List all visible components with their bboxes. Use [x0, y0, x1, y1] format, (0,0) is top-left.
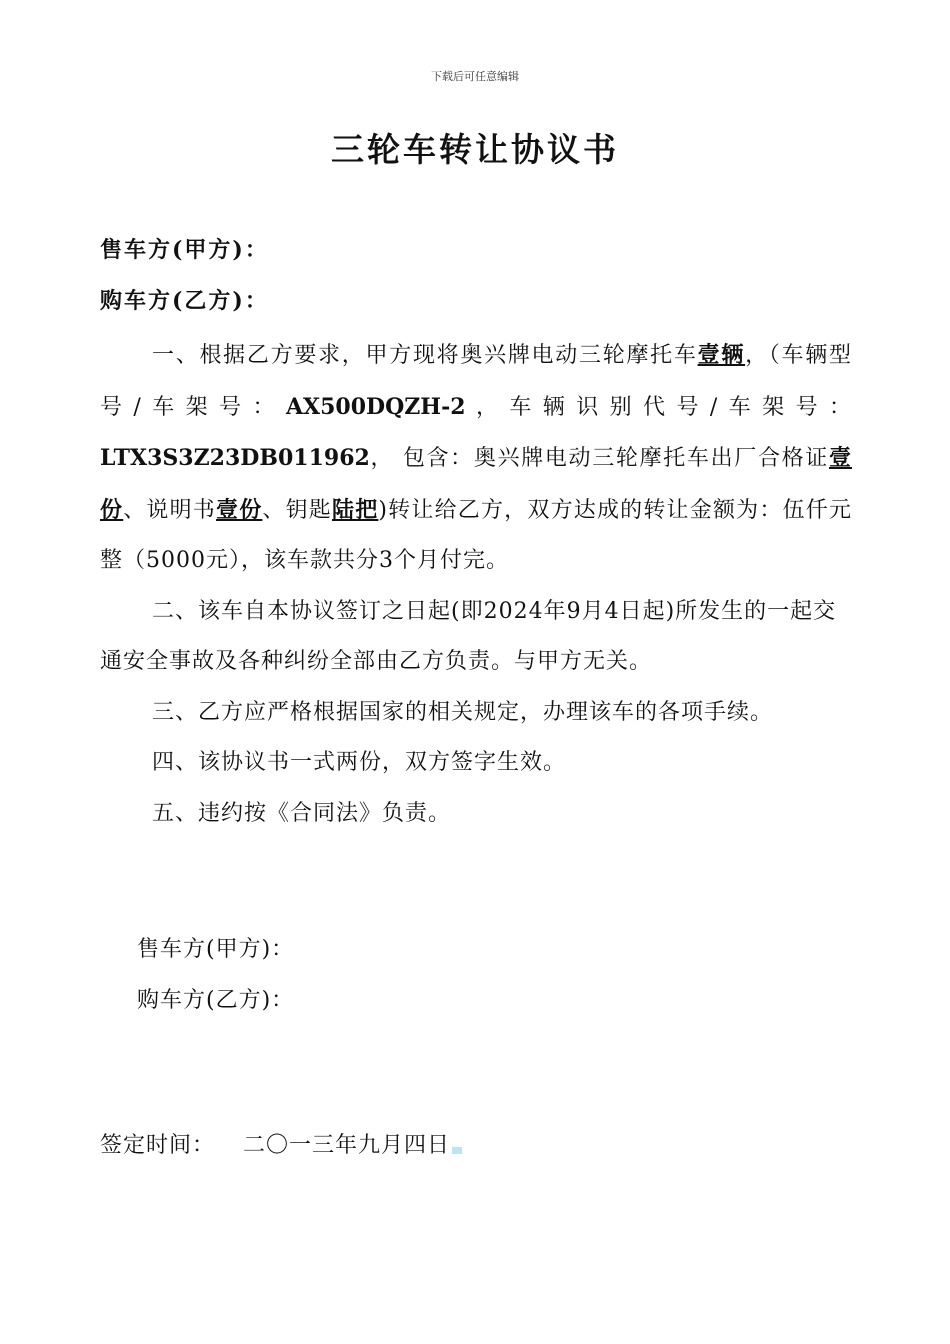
signing-date-label: 签定时间：: [100, 1133, 216, 1158]
clause-1-text-a: 一、根据乙方要求，甲方现将奥兴牌电动三轮摩托车: [152, 343, 698, 368]
clause-1-text-g: )转让给乙方，双方达成的转让金额为：伍仟元整（5000元），该车款共分3个月付完。: [100, 497, 852, 573]
clause-1-text-f: 、钥匙: [262, 497, 332, 523]
clause-2: 二、该车自本协议签订之日起(即2024年9月4日起)所发生的一起交通安全事故及各种纠纷全部由乙方负责。与甲方无关。: [100, 598, 837, 674]
buyer-signature-line: 购车方(乙方)：: [137, 988, 295, 1013]
agreement-body: [100, 330, 852, 839]
buyer-party-heading: 购车方(乙方)：: [100, 288, 269, 314]
signing-date: 二〇一三年九月四日: [243, 1133, 451, 1158]
clause-5: 五、违约按《合同法》负责。: [152, 800, 452, 826]
key-quantity: 陆把: [332, 496, 379, 523]
signing-date-row: [100, 1128, 462, 1159]
vehicle-model: AX500DQZH-2: [285, 393, 466, 420]
clause-1-text-b: ，（车辆型号/车架号：: [100, 343, 852, 420]
clause-4: 四、该协议书一式两份，双方签字生效。: [152, 750, 567, 775]
clause-1: [100, 330, 852, 587]
vehicle-vin: LTX3S3Z23DB011962: [100, 445, 370, 471]
manual-quantity: 壹份: [216, 496, 263, 523]
document-title: 三轮车转让协议书: [331, 130, 619, 169]
header-note: 下载后可任意编辑: [431, 70, 519, 83]
certificate-quantity: 壹份: [100, 445, 852, 523]
clause-3: 三、乙方应严格根据国家的相关规定，办理该车的各项手续。: [152, 699, 774, 725]
text-cursor-marker: [452, 1147, 462, 1154]
clause-1-text-c: ，车辆识别代号/车架号：: [465, 394, 852, 420]
seller-signature-line: 售车方(甲方)：: [137, 937, 295, 962]
clause-1-text-d: ， 包含：奥兴牌电动三轮摩托车出厂合格证: [369, 446, 829, 471]
seller-party-heading: 售车方(甲方)：: [100, 237, 269, 263]
clause-1-text-e: 、说明书: [123, 497, 216, 523]
vehicle-quantity: 壹辆: [697, 342, 746, 368]
